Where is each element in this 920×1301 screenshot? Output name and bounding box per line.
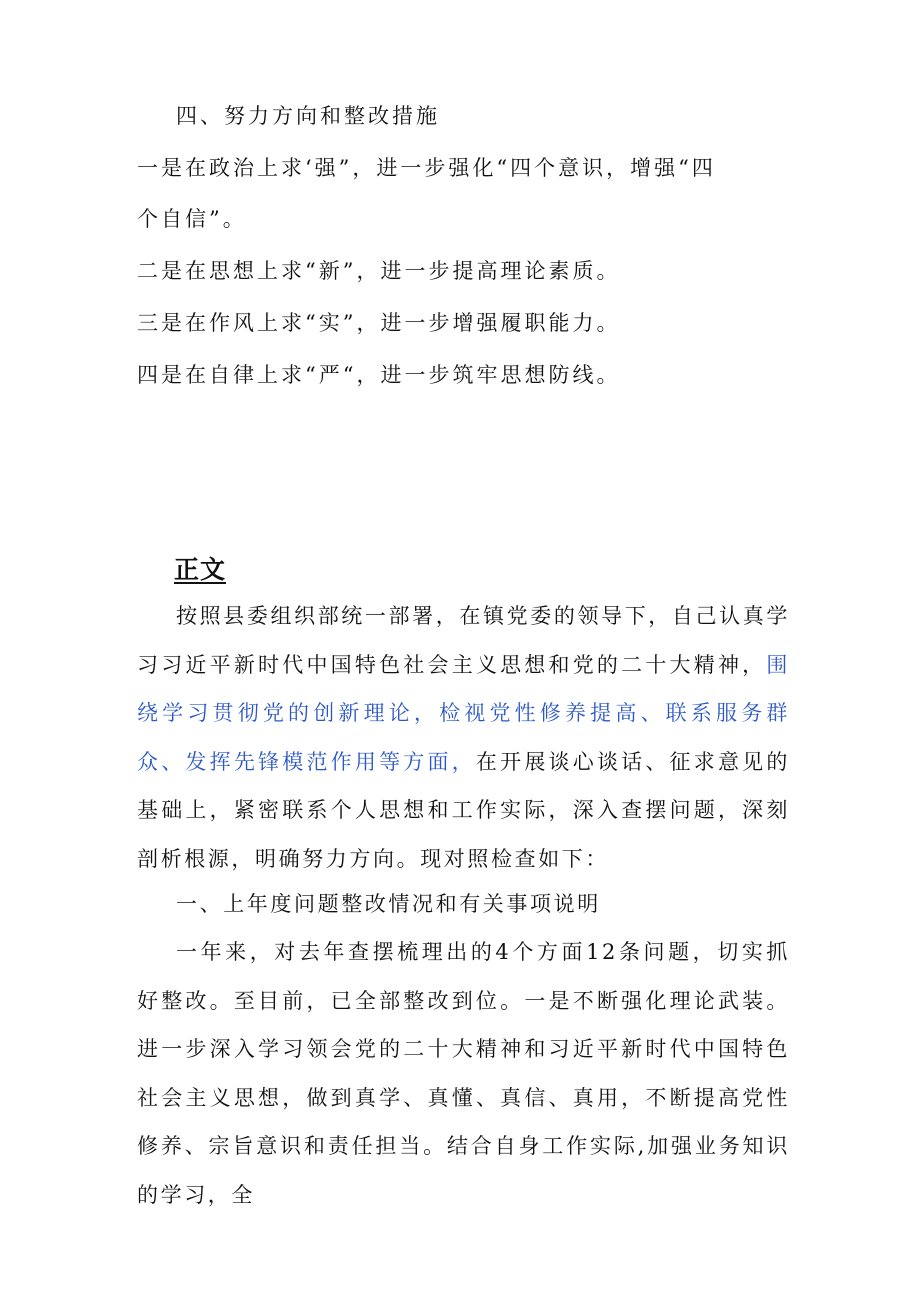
intro-text-part1: 按照县委组织部统一部署，在镇党委的领导下，自己认真学习习近平新时代中国特色社会主义思想和党的二十大精神， — [137, 604, 790, 677]
measure-line-1: 一是在政治上求‘强”，进一步强化“四个意识，增强“四 — [137, 156, 716, 180]
intro-text-part2: 在开展谈心谈话、征求意见的基础上，紧密联系个人思想和工作实际，深入查摆问题，深刻剖析根源，明确努力方向。现对照检查如下： — [137, 749, 790, 871]
measure-line-3: 二是在思想上求“新”，进一步提高理论素质。 — [137, 259, 621, 283]
measure-line-4: 三是在作风上求“实”，进一步增强履职能力。 — [137, 311, 621, 335]
measure-line-5: 四是在自律上求“严“，进一步筑牢思想防线。 — [137, 363, 621, 387]
main-title: 正文 — [174, 555, 227, 584]
section-heading-one: 一、上年度问题整改情况和有关事项说明 — [176, 892, 601, 916]
intro-paragraph — [137, 592, 790, 884]
intro-highlight: 围绕学习贯彻党的创新理论，检视党性修养提高、联系服务群众、发挥先锋模范作用等方面， — [137, 652, 790, 774]
rectification-paragraph: 一年来，对去年查摆梳理出的4个方面12条问题，切实抓好整改。至目前，已全部整改到位。一是不断强化理论武装。进一步深入学习领会党的二十大精神和习近平新时代中国特色社会主义思想，做到真学、真懂、真信、真用，不断提高党性修养、宗旨意识和责任担当。结合自身工作实际,加强业务知识的学习，全 — [137, 940, 790, 1207]
measure-line-2: 个自信”。 — [137, 207, 247, 231]
section-heading-four: 四、努力方向和整改措施 — [176, 104, 440, 128]
